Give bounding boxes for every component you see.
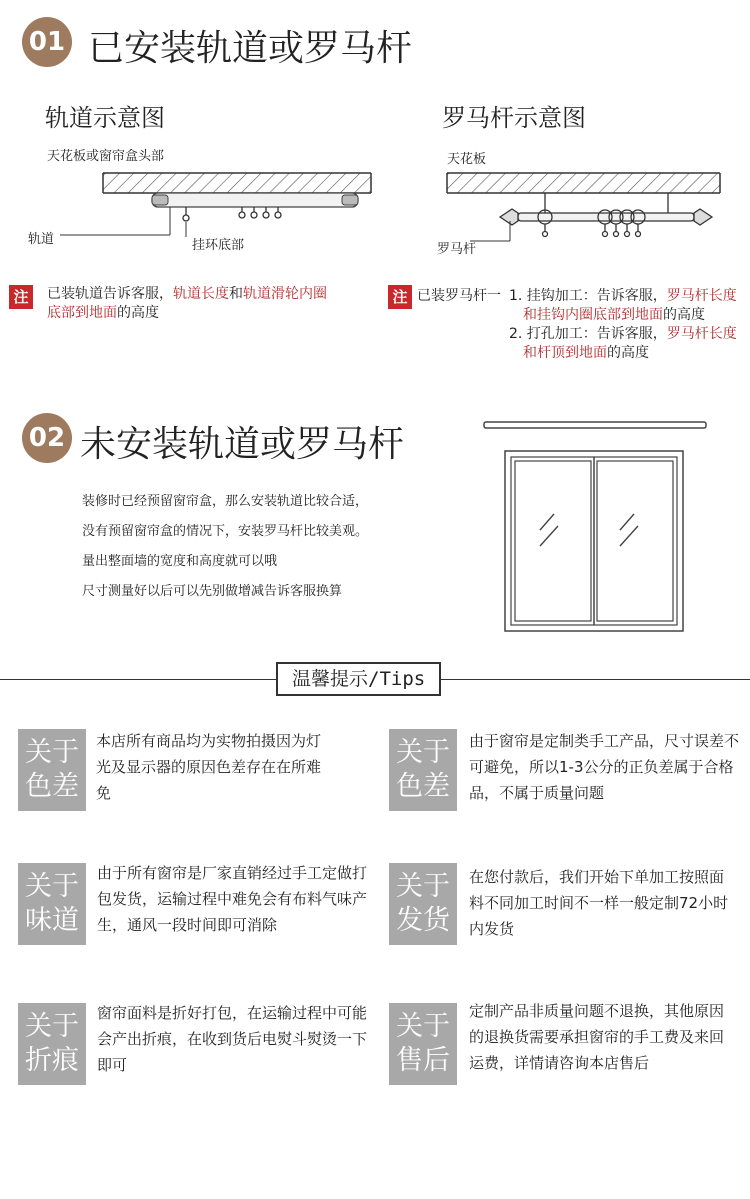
section1-badge: 01 bbox=[22, 17, 72, 67]
rod-note-items: 1. 挂钩加工：告诉客服，罗马杆长度 和挂钩内圈底部到地面的高度 2. 打孔加工：告诉客服，罗马杆长度 和杆顶到地面的高度 bbox=[509, 288, 737, 361]
tip-label-shipping: 关于 发货 bbox=[389, 863, 457, 945]
tip-label-smell: 关于 味道 bbox=[18, 863, 86, 945]
ring-bottom-label: 挂环底部 bbox=[192, 238, 245, 253]
track-ceiling-label: 天花板或窗帘盒头部 bbox=[47, 149, 165, 164]
section1-title: 已安装轨道或罗马杆 bbox=[88, 28, 413, 69]
section2-line: 尺寸测量好以后可以先别做增减告诉客服换算 bbox=[82, 584, 343, 599]
track-hooks bbox=[183, 207, 281, 221]
section2-badge: 02 bbox=[22, 413, 72, 463]
rod-note-prefix: 已装罗马杆一 bbox=[417, 288, 501, 304]
tip-text-smell: 由于所有窗帘是厂家直销经过手工定做打包发货，运输过程中难免会有布料气味产生，通风一段时间即可消除 bbox=[97, 864, 368, 934]
track-diagram-heading: 轨道示意图 bbox=[45, 104, 165, 132]
tip-text-shipping: 在您付款后，我们开始下单加工按照面料不同加工时间不一样一般定制72小时内发货 bbox=[469, 868, 729, 938]
rod-label: 罗马杆 bbox=[437, 242, 477, 257]
section2-line: 量出整面墙的宽度和高度就可以哦 bbox=[82, 554, 278, 569]
track-note-icon: 注 bbox=[9, 285, 33, 309]
section2-line: 装修时已经预留窗帘盒，那么安装轨道比较合适， bbox=[82, 494, 369, 509]
tip-label-crease: 关于 折痕 bbox=[18, 1003, 86, 1085]
section2-title: 未安装轨道或罗马杆 bbox=[80, 424, 405, 465]
section2-line: 没有预留窗帘盒的情况下，安装罗马杆比较美观。 bbox=[82, 524, 369, 539]
tip-text-aftersales: 定制产品非质量问题不退换，其他原因的退换货需要承担窗帘的手工费及来回运费，详情请咨询本店售后 bbox=[469, 1002, 725, 1072]
tips-title: 温馨提示/Tips bbox=[276, 662, 441, 696]
track-rail bbox=[152, 193, 358, 207]
window-illustration bbox=[480, 418, 710, 638]
track-note: 已装轨道告诉客服，轨道长度和轨道滑轮内圈 底部到地面的高度 bbox=[47, 286, 327, 321]
tip-label-aftersales: 关于 售后 bbox=[389, 1003, 457, 1085]
section2-text bbox=[82, 487, 368, 607]
tip-text-size: 由于窗帘是定制类手工产品，尺寸误差不可避免，所以1-3公分的正负差属于合格品，不属于质量问题 bbox=[469, 732, 740, 802]
ceiling-hatch bbox=[103, 173, 371, 193]
rod-diagram-heading: 罗马杆示意图 bbox=[442, 104, 586, 132]
rod-note-icon: 注 bbox=[388, 285, 412, 309]
track-label: 轨道 bbox=[28, 232, 55, 247]
rod-ceiling-label: 天花板 bbox=[447, 152, 487, 167]
rod-line bbox=[484, 422, 706, 428]
tip-text-color: 本店所有商品均为实物拍摄因为灯光及显示器的原因色差存在在所难免 bbox=[96, 732, 322, 802]
rod-bar bbox=[500, 193, 712, 225]
tip-label-color: 关于 色差 bbox=[18, 729, 86, 811]
tip-text-crease: 窗帘面料是折好打包，在运输过程中可能会产出折痕，在收到货后电熨斗熨烫一下即可 bbox=[97, 1004, 368, 1074]
rod-ceiling-hatch bbox=[447, 173, 720, 193]
tip-label-color-2: 关于 色差 bbox=[389, 729, 457, 811]
